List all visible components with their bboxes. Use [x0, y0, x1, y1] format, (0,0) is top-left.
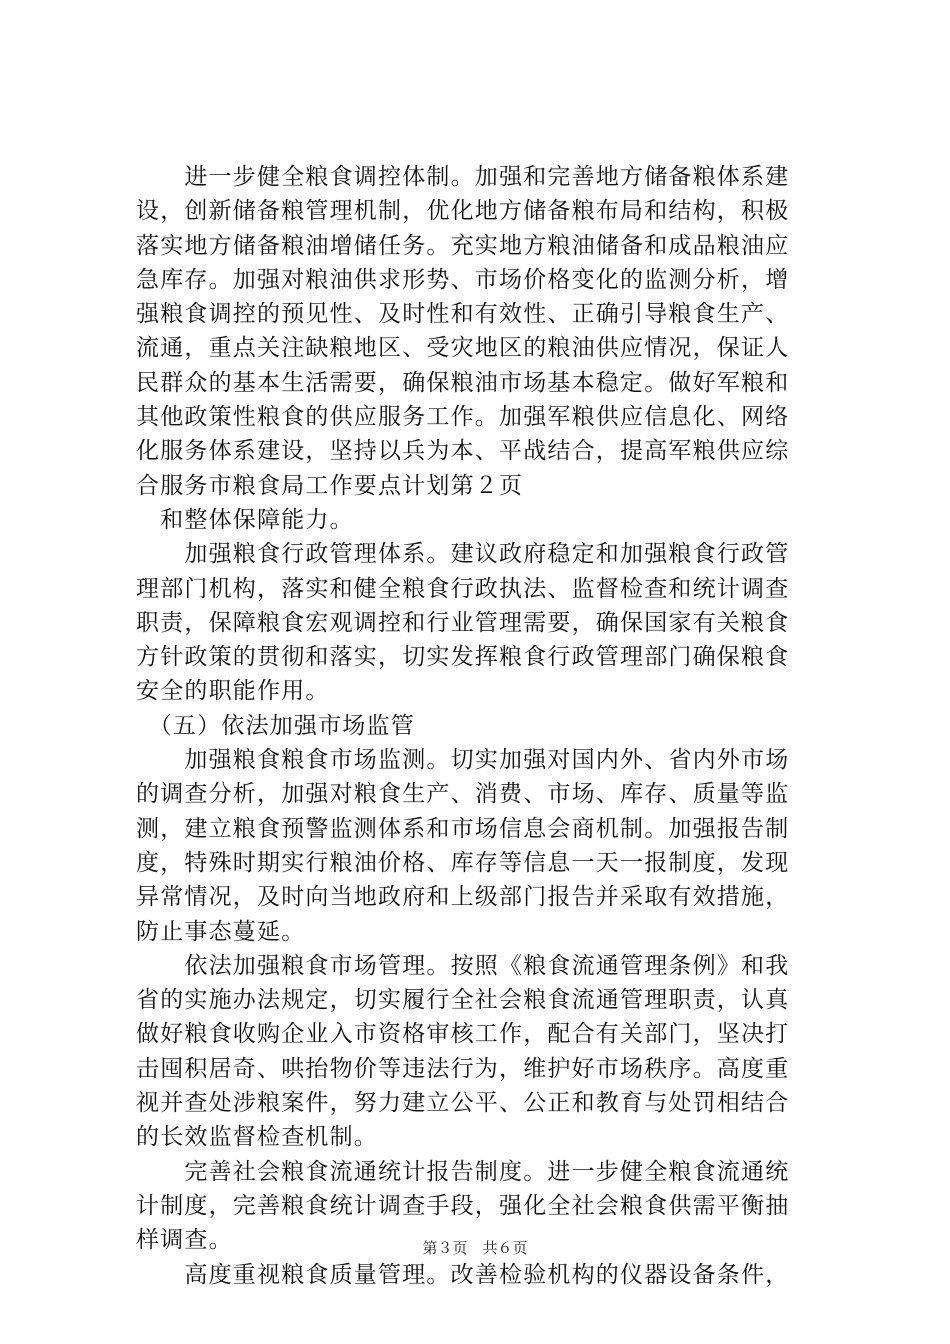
text-line: 的长效监督检查机制。 [136, 1124, 378, 1151]
text-line: 进一步健全粮食调控体制。加强和完善地方储备粮体系建 [136, 164, 790, 190]
text-line: 测，建立粮食预警监测体系和市场信息会商机制。加强报告制 [136, 815, 790, 842]
text-line: 加强粮食行政管理体系。建议政府稳定和加强粮食行政管 [136, 541, 790, 568]
text-line: 设，创新储备粮管理机制，优化地方储备粮布局和结构，积极 [136, 198, 790, 225]
text-line: 理部门机构，落实和健全粮食行政执法、监督检查和统计调查 [136, 575, 790, 602]
section-heading: （五）依法加强市场监管 [136, 712, 415, 739]
text-line: 民群众的基本生活需要，确保粮油市场基本稳定。做好军粮和 [136, 369, 790, 396]
text-line: 和整体保障能力。 [136, 506, 354, 533]
text-line: 的调查分析，加强对粮食生产、消费、市场、库存、质量等监 [136, 781, 790, 808]
text-line: 高度重视粮食质量管理。改善检验机构的仪器设备条件， [136, 1261, 790, 1288]
page-number-label: 第３页 共６页 [422, 1239, 528, 1257]
text-line: 加强粮食粮食市场监测。切实加强对国内外、省内外市场 [136, 747, 790, 774]
text-line: 合服务市粮食局工作要点计划第２页 [136, 472, 524, 499]
text-line: 急库存。加强对粮油供求形势、市场价格变化的监测分析，增 [136, 266, 790, 293]
text-line: 完善社会粮食流通统计报告制度。进一步健全粮食流通统 [136, 1158, 790, 1185]
text-line: 样调查。 [136, 1227, 233, 1254]
text-line: 流通，重点关注缺粮地区、受灾地区的粮油供应情况，保证人 [136, 335, 790, 362]
text-line: 防止事态蔓延。 [136, 918, 306, 945]
text-line: 计制度，完善粮食统计调查手段，强化全社会粮食供需平衡抽 [136, 1192, 790, 1219]
text-line: 异常情况，及时向当地政府和上级部门报告并采取有效措施， [136, 884, 790, 911]
text-line: 化服务体系建设，坚持以兵为本、平战结合，提高军粮供应综 [136, 438, 790, 465]
text-line: 落实地方储备粮油增储任务。充实地方粮油储备和成品粮油应 [136, 232, 790, 259]
text-line: 方针政策的贯彻和落实，切实发挥粮食行政管理部门确保粮食 [136, 644, 790, 671]
text-line: 其他政策性粮食的供应服务工作。加强军粮供应信息化、网络 [136, 404, 790, 431]
text-line: 依法加强粮食市场管理。按照《粮食流通管理条例》和我 [136, 952, 790, 979]
text-line: 省的实施办法规定，切实履行全社会粮食流通管理职责，认真 [136, 987, 790, 1014]
text-line: 度，特殊时期实行粮油价格、库存等信息一天一报制度，发现 [136, 849, 790, 876]
page-footer [0, 1238, 950, 1258]
text-line: 击囤积居奇、哄抬物价等违法行为，维护好市场秩序。高度重 [136, 1055, 790, 1082]
text-line: 强粮食调控的预见性、及时性和有效性、正确引导粮食生产、 [136, 301, 790, 328]
document-body [136, 160, 836, 1292]
text-line: 做好粮食收购企业入市资格审核工作，配合有关部门，坚决打 [136, 1021, 790, 1048]
text-line: 安全的职能作用。 [136, 678, 330, 705]
text-line: 视并查处涉粮案件，努力建立公平、公正和教育与处罚相结合 [136, 1090, 790, 1117]
text-line: 职责，保障粮食宏观调控和行业管理需要，确保国家有关粮食 [136, 609, 790, 636]
